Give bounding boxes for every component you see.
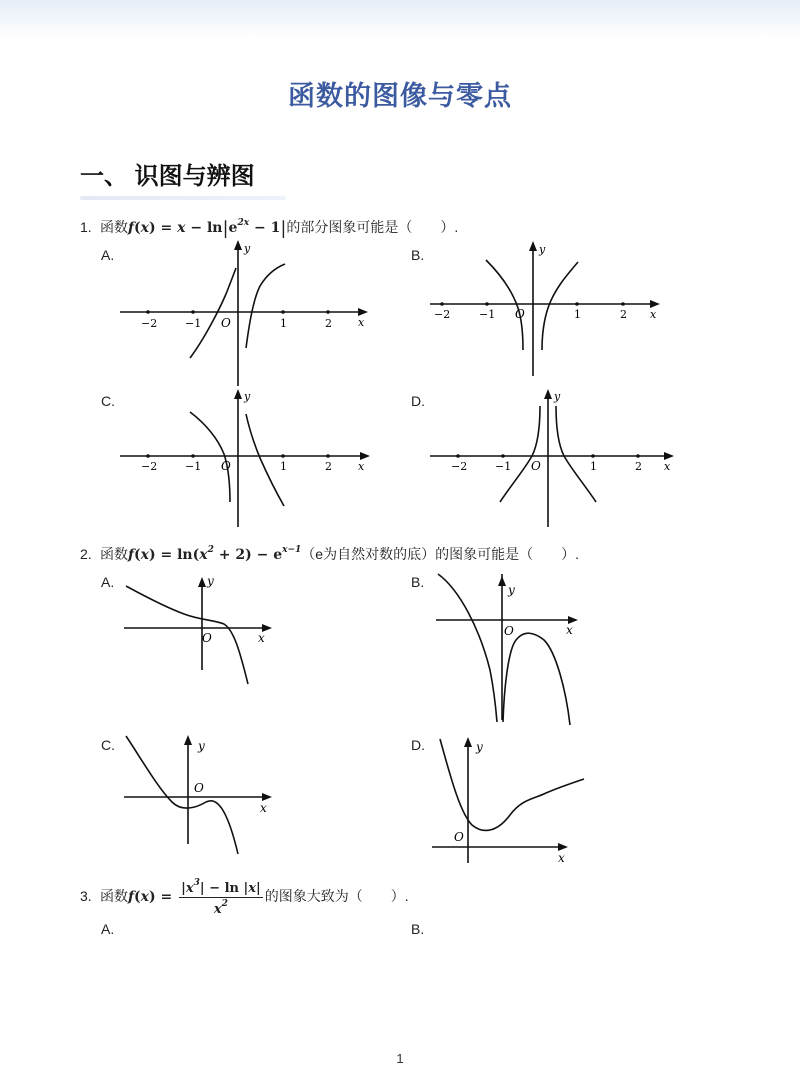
option-label: A. [101, 921, 115, 937]
origin-label: O [515, 307, 525, 321]
page-number: 1 [396, 1051, 404, 1066]
y-axis-label: y [244, 390, 251, 403]
tick-label: −2 [451, 460, 468, 473]
section-heading: 一、 识图与辨图 [80, 163, 255, 190]
tick-label: 2 [635, 460, 642, 473]
option-label: C. [101, 393, 115, 409]
y-axis-label: y [508, 583, 515, 597]
question-prefix: 函数 [100, 219, 128, 235]
question-number: 3. [80, 888, 92, 905]
x-axis-label: x [650, 308, 657, 321]
y-axis-label: y [207, 574, 214, 588]
question-3: 3. 函数f(x) = $\frac{|x^3| - \ln |x|}{x^2}$ 的图象大致为（ ）. [80, 878, 409, 917]
y-axis-label: y [244, 242, 251, 255]
x-axis-label: x [558, 851, 565, 865]
formula: f [128, 220, 135, 236]
option-label: D. [411, 393, 425, 409]
tick-label: 1 [280, 317, 287, 330]
y-axis-label: y [539, 243, 546, 256]
question-prefix: 函数 [100, 546, 128, 562]
page-title: 函数的图像与零点 [288, 81, 512, 111]
tick-label: 2 [620, 308, 627, 321]
y-axis-label: y [554, 390, 561, 403]
origin-label: O [531, 459, 541, 473]
tick-label: 1 [280, 460, 287, 473]
tick-label: −2 [141, 317, 158, 330]
question-1: 1. 函数$f(x) = x - \ln|e^{2x} - 1|$的部分图象可能是（ ）. [80, 218, 459, 239]
section-underline [80, 196, 286, 200]
q2-graph-d [430, 735, 600, 865]
x-axis-label: x [664, 460, 671, 473]
option-label: B. [411, 574, 425, 590]
origin-label: O [194, 781, 204, 795]
origin-label: O [202, 631, 212, 645]
formula-fraction: $\frac{|x^3| - \ln |x|}{x^2}$ [181, 878, 261, 917]
tick-label: −2 [141, 460, 158, 473]
question-2: 2. 函数$f(x) = \ln(x^2 + 2) - e^{x-1}(e$为自然对数的底）的图象可能是（ ）. [80, 545, 579, 563]
tick-label: −1 [185, 460, 202, 473]
question-suffix: 的部分图象可能是（ ）. [286, 219, 459, 235]
tick-label: 2 [325, 460, 332, 473]
origin-label: O [454, 830, 464, 844]
origin-label: O [504, 624, 514, 638]
tick-label: −2 [434, 308, 451, 321]
option-label: A. [101, 247, 115, 263]
x-axis-label: x [258, 631, 265, 645]
option-label: B. [411, 921, 425, 937]
x-axis-label: x [358, 460, 365, 473]
y-axis-label: y [198, 739, 205, 753]
question-number: 2. [80, 546, 92, 562]
tick-label: 1 [590, 460, 597, 473]
tick-label: −1 [495, 460, 512, 473]
origin-label: O [221, 459, 231, 473]
tick-label: −1 [185, 317, 202, 330]
option-label: A. [101, 574, 115, 590]
question-suffix: 的图象大致为（ ）. [264, 888, 409, 905]
option-label: D. [411, 737, 425, 753]
question-prefix: 函数 [100, 888, 128, 905]
origin-label: O [221, 316, 231, 330]
x-axis-label: x [566, 623, 573, 637]
question-suffix: （e为自然对数的底）的图象可能是（ ）. [301, 546, 579, 562]
q1-graph-d [420, 384, 690, 529]
option-label: B. [411, 247, 425, 263]
q2-graph-b [430, 570, 600, 730]
q1-graph-c [110, 384, 380, 529]
tick-label: 1 [574, 308, 581, 321]
y-axis-label: y [476, 740, 483, 754]
top-decor-band [0, 0, 800, 38]
tick-label: 2 [325, 317, 332, 330]
q2-graph-c [120, 732, 290, 862]
tick-label: −1 [479, 308, 496, 321]
q2-graph-a [118, 572, 288, 692]
x-axis-label: x [260, 801, 267, 815]
q1-graph-b [420, 238, 690, 378]
question-number: 1. [80, 219, 92, 235]
x-axis-label: x [358, 316, 365, 329]
q1-graph-a [110, 238, 380, 388]
option-label: C. [101, 737, 115, 753]
